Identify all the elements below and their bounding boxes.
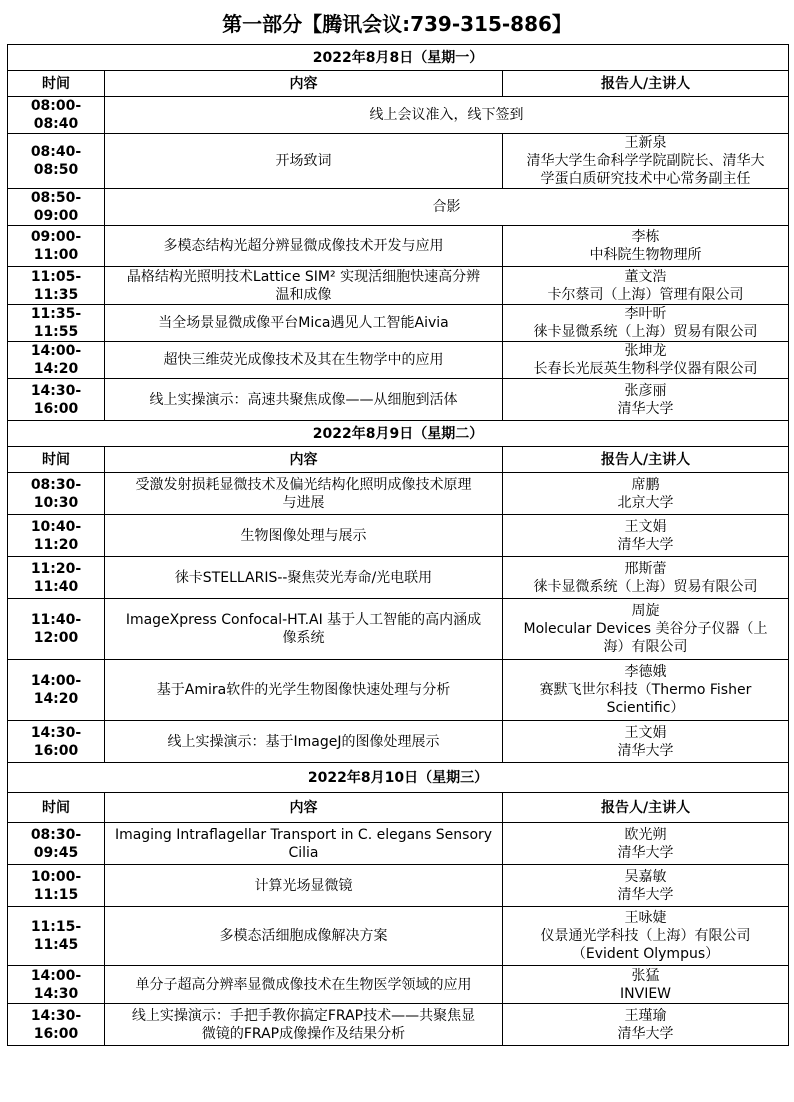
session-content: [105, 134, 503, 189]
session-speaker-line: 清华大学: [617, 536, 674, 553]
session-speaker: [503, 966, 789, 1004]
session-time: 14:30-16:00: [8, 721, 105, 763]
session-time: 08:00-08:40: [8, 97, 105, 134]
session-content-line: 单分子超高分辨率显微成像技术在生物医学领域的应用: [135, 976, 472, 993]
session-content-line: Cilia: [288, 844, 319, 861]
session-row: [8, 189, 789, 226]
session-time: 14:30-16:00: [8, 379, 105, 421]
session-speaker: [503, 342, 789, 379]
session-speaker-line: 邢斯蕾: [624, 560, 667, 577]
session-speaker-line: （Evident Olympus）: [571, 946, 720, 962]
session-row: [8, 305, 789, 342]
session-speaker: [503, 660, 789, 721]
session-row: [8, 1004, 789, 1046]
session-content: [105, 557, 503, 599]
day-header-row: [8, 763, 789, 793]
session-content-line: 温和成像: [275, 286, 332, 303]
session-speaker-line: 清华大学生命科学学院副院长、清华大: [526, 153, 765, 169]
session-speaker-line: 徕卡显微系统（上海）贸易有限公司: [533, 324, 758, 340]
session-content-line: 晶格结构光照明技术Lattice SIM² 实现活细胞快速高分辨: [126, 268, 481, 285]
session-content-line: 线上会议准入，线下签到: [369, 107, 524, 123]
session-speaker-line: 李栋: [631, 229, 660, 245]
session-speaker: [503, 721, 789, 763]
session-speaker: [503, 267, 789, 305]
session-row: [8, 721, 789, 763]
session-content-line: 线上实操演示：基于ImageJ的图像处理展示: [167, 733, 440, 750]
session-speaker-line: 张彦丽: [624, 382, 667, 399]
session-speaker-line: 李德娥: [624, 664, 667, 680]
session-speaker-line: 海）有限公司: [603, 639, 688, 655]
session-content-line: 超快三维荧光成像技术及其在生物学中的应用: [163, 352, 444, 368]
session-row: [8, 515, 789, 557]
session-time: 11:35-11:55: [8, 305, 105, 342]
page-title: 第一部分【腾讯会议:739-315-886】: [222, 12, 572, 36]
column-header-time: 时间: [8, 447, 105, 473]
session-speaker-line: 周旋: [631, 603, 660, 619]
session-speaker-line: 徕卡显微系统（上海）贸易有限公司: [533, 578, 758, 595]
session-speaker-line: 董文浩: [624, 268, 667, 285]
session-row: [8, 599, 789, 660]
session-row: [8, 907, 789, 966]
column-header-row: [8, 71, 789, 97]
session-speaker-line: 王咏婕: [624, 910, 667, 926]
session-speaker-line: 学蛋白质研究技术中心常务副主任: [540, 171, 751, 187]
session-speaker-line: 中科院生物物理所: [589, 247, 702, 263]
session-row: [8, 473, 789, 515]
session-content: [105, 305, 503, 342]
session-speaker: [503, 379, 789, 421]
session-speaker: [503, 907, 789, 966]
session-content-line: 像系统: [282, 630, 325, 646]
session-content: [105, 660, 503, 721]
session-time: 10:40-11:20: [8, 515, 105, 557]
session-content: [105, 342, 503, 379]
session-content-line: 当全场景显微成像平台Mica遇见人工智能Aivia: [158, 315, 449, 331]
session-speaker: [503, 865, 789, 907]
column-header-speaker: 报告人/主讲人: [503, 793, 789, 823]
column-header-speaker: 报告人/主讲人: [503, 71, 789, 97]
session-content-line: 生物图像处理与展示: [240, 527, 367, 544]
session-time: 11:15-11:45: [8, 907, 105, 966]
column-header-content: 内容: [105, 447, 503, 473]
session-speaker: [503, 473, 789, 515]
day-date: 2022年8月8日（星期一）: [8, 45, 789, 71]
session-time: 08:30-10:30: [8, 473, 105, 515]
session-speaker-line: 清华大学: [617, 400, 674, 417]
session-speaker-line: 席鹏: [631, 476, 660, 493]
session-time: 11:05-11:35: [8, 267, 105, 305]
session-row: [8, 557, 789, 599]
session-speaker-line: 欧光朔: [624, 826, 667, 843]
session-content-line: 多模态结构光超分辨显微成像技术开发与应用: [163, 238, 444, 254]
session-content: [105, 823, 503, 865]
session-content: [105, 226, 503, 267]
session-row: [8, 865, 789, 907]
column-header-time: 时间: [8, 71, 105, 97]
session-speaker: [503, 226, 789, 267]
session-speaker: [503, 305, 789, 342]
session-content-line: 微镜的FRAP成像操作及结果分析: [201, 1025, 406, 1042]
session-content-line: ImageXpress Confocal-HT.AI 基于人工智能的高内涵成: [125, 612, 482, 628]
column-header-time: 时间: [8, 793, 105, 823]
column-header-content: 内容: [105, 71, 503, 97]
session-speaker: [503, 134, 789, 189]
session-time: 08:30-09:45: [8, 823, 105, 865]
session-content-line: 受激发射损耗显微技术及偏光结构化照明成像技术原理: [135, 476, 472, 493]
session-content-line: Imaging Intraflagellar Transport in C. elegans Sensory: [114, 826, 493, 843]
session-row: [8, 660, 789, 721]
session-speaker-line: 卡尔蔡司（上海）管理有限公司: [547, 286, 744, 303]
session-content: [105, 267, 503, 305]
session-speaker-line: Molecular Devices 美谷分子仪器（上: [523, 621, 768, 637]
session-speaker-line: 清华大学: [617, 1025, 674, 1042]
session-time: 14:00-14:30: [8, 966, 105, 1004]
session-time: 09:00-11:00: [8, 226, 105, 267]
session-speaker-line: 张坤龙: [624, 343, 667, 359]
session-row: [8, 97, 789, 134]
session-content: [105, 1004, 503, 1046]
session-content: [105, 599, 503, 660]
session-speaker-line: Scientific）: [606, 700, 685, 716]
session-speaker-line: 王文娟: [624, 518, 667, 535]
session-speaker-line: 赛默飞世尔科技（Thermo Fisher: [539, 682, 752, 698]
session-row: [8, 134, 789, 189]
session-speaker: [503, 599, 789, 660]
day-header-row: [8, 45, 789, 71]
session-time: 08:40-08:50: [8, 134, 105, 189]
session-content-line: 线上实操演示：手把手教你搞定FRAP技术——共聚焦显: [131, 1007, 476, 1024]
session-speaker-line: 清华大学: [617, 742, 674, 759]
day-date: 2022年8月10日（星期三）: [8, 763, 789, 793]
schedule-table: [7, 44, 789, 1046]
session-speaker-line: 长春长光辰英生物科学仪器有限公司: [533, 361, 758, 377]
session-row: [8, 966, 789, 1004]
session-row: [8, 226, 789, 267]
day-date: 2022年8月9日（星期二）: [8, 421, 789, 447]
session-speaker-line: 北京大学: [617, 494, 674, 511]
session-time: 10:00-11:15: [8, 865, 105, 907]
session-speaker: [503, 515, 789, 557]
session-content: [105, 865, 503, 907]
session-time: 14:00-14:20: [8, 660, 105, 721]
session-content: [105, 907, 503, 966]
session-content-line: 合影: [432, 199, 461, 215]
session-content-line: 开场致词: [275, 153, 332, 169]
session-content: [105, 473, 503, 515]
column-header-row: [8, 447, 789, 473]
session-time: 08:50-09:00: [8, 189, 105, 226]
session-speaker: [503, 823, 789, 865]
session-time: 14:00-14:20: [8, 342, 105, 379]
session-content-line: 线上实操演示：高速共聚焦成像——从细胞到活体: [149, 391, 458, 408]
session-time: 11:20-11:40: [8, 557, 105, 599]
session-speaker-line: 王文娟: [624, 724, 667, 741]
session-speaker: [503, 1004, 789, 1046]
session-time: 11:40-12:00: [8, 599, 105, 660]
session-speaker-line: 李叶昕: [624, 306, 667, 322]
session-speaker-line: 清华大学: [617, 844, 674, 861]
session-content: [105, 721, 503, 763]
session-row: [8, 823, 789, 865]
day-header-row: [8, 421, 789, 447]
session-speaker-line: 清华大学: [617, 886, 674, 903]
session-content-line: 多模态活细胞成像解决方案: [219, 928, 388, 944]
session-content: [105, 515, 503, 557]
session-speaker: [503, 557, 789, 599]
session-row: [8, 267, 789, 305]
session-content: [105, 189, 789, 226]
session-speaker-line: 张猛: [631, 967, 660, 984]
session-row: [8, 342, 789, 379]
session-speaker-line: 吴嘉敏: [624, 868, 667, 885]
session-speaker-line: INVIEW: [620, 985, 672, 1002]
session-content-line: 基于Amira软件的光学生物图像快速处理与分析: [156, 682, 451, 698]
session-content: [105, 966, 503, 1004]
session-content: [105, 97, 789, 134]
session-content-line: 计算光场显微镜: [254, 877, 353, 894]
session-speaker-line: 王新泉: [624, 135, 667, 151]
session-content-line: 与进展: [282, 494, 325, 511]
column-header-row: [8, 793, 789, 823]
column-header-content: 内容: [105, 793, 503, 823]
column-header-speaker: 报告人/主讲人: [503, 447, 789, 473]
session-speaker-line: 王瑾瑜: [624, 1007, 667, 1024]
session-speaker-line: 仪景通光学科技（上海）有限公司: [540, 928, 751, 944]
session-content-line: 徕卡STELLARIS--聚焦荧光寿命/光电联用: [174, 569, 433, 586]
session-content: [105, 379, 503, 421]
session-row: [8, 379, 789, 421]
session-time: 14:30-16:00: [8, 1004, 105, 1046]
